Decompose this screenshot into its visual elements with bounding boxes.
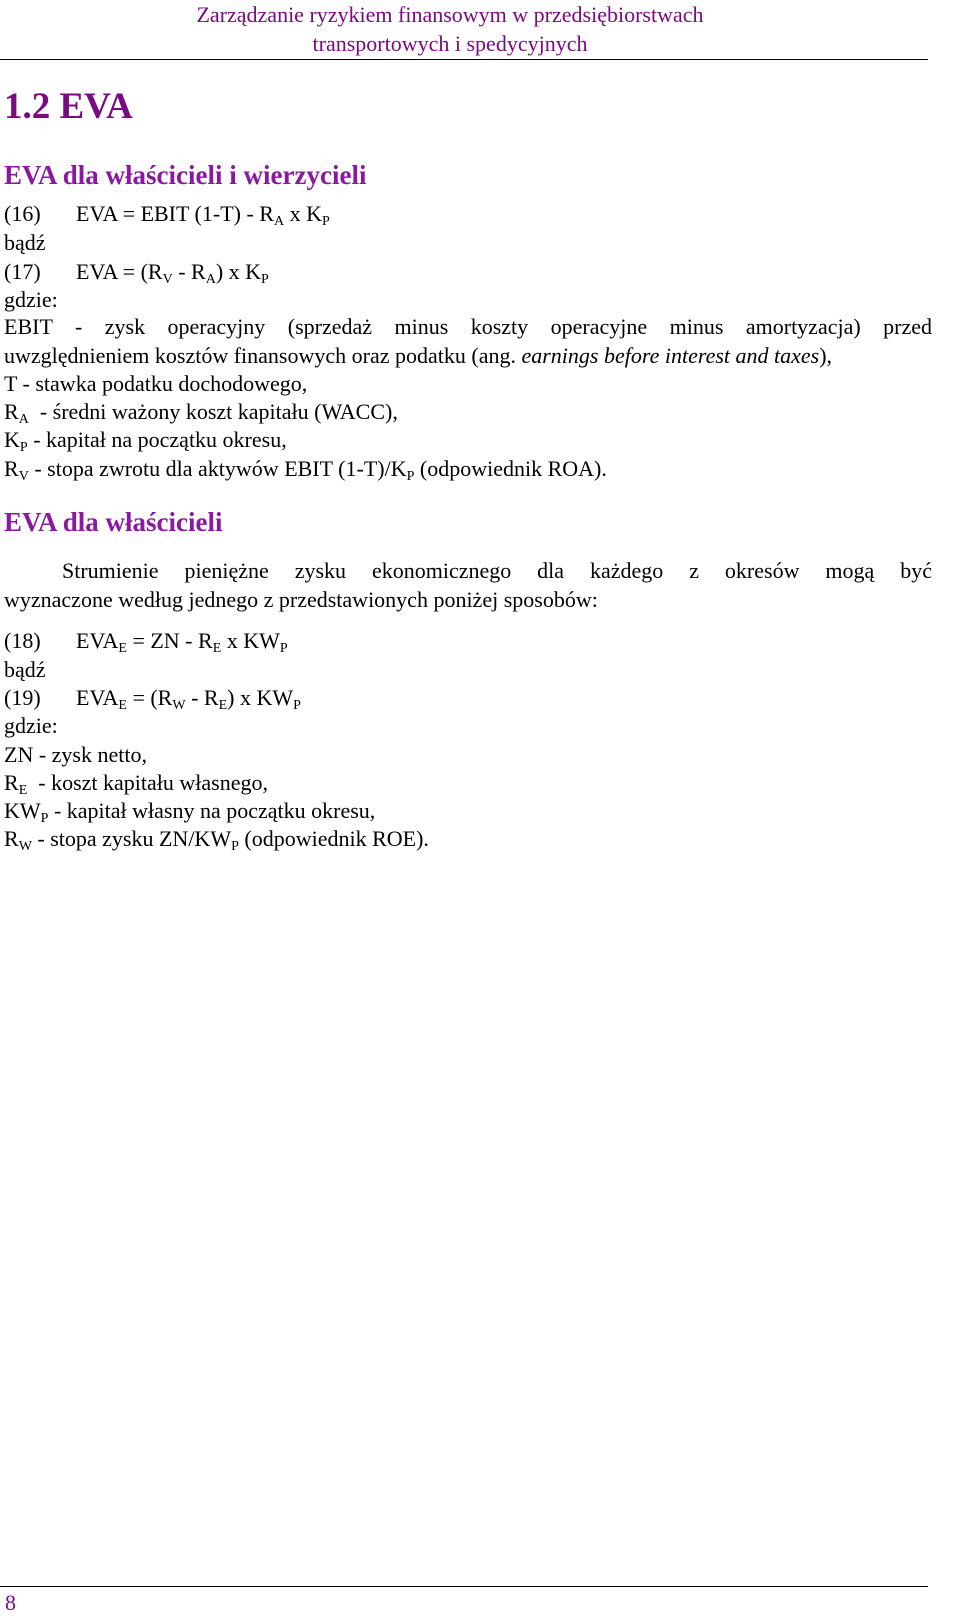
or-connector: bądź <box>4 230 46 255</box>
running-header-line-1: Zarządzanie ryzykiem finansowym w przedsiębiorstwach <box>196 2 704 27</box>
owners-paragraph-row-1: Strumienie pieniężne zysku ekonomicznego dla każdego z okresów mogą być <box>62 558 932 583</box>
ebit-definition <box>4 313 932 370</box>
kp-definition: $K_P$ - kapitał na początku okresu, <box>4 427 287 455</box>
or-connector: bądź <box>4 657 46 682</box>
formula-number: (18) <box>4 628 41 653</box>
section-heading-owners-creditors: EVA dla właścicieli i wierzycieli <box>4 160 367 190</box>
ebit-definition-row-1: EBIT - zysk operacyjny (sprzedaż minus koszty operacyjne minus amortyzacja) przed <box>4 314 932 339</box>
formula-16: (16) EVA = EBIT $(1-T) - R_A$ x $K_P$ <box>4 201 330 229</box>
header-rule <box>0 59 928 60</box>
where-label: gdzie: <box>4 287 58 312</box>
kwp-definition: $KW_P$ - kapitał własny na początku okresu, <box>4 798 376 826</box>
page-number: 8 <box>5 1590 16 1615</box>
running-header <box>0 0 900 58</box>
ebit-definition-row-2: uwzględnieniem kosztów finansowych oraz podatku (ang. earnings before interest and taxes), <box>4 342 833 368</box>
chapter-heading: 1.2 EVA <box>4 86 133 127</box>
where-label: gdzie: <box>4 713 58 738</box>
formula-number: (16) <box>4 201 41 226</box>
formula-19: (19) $EVA_E = (R_W - R_E)$ x $KW_P$ <box>4 685 301 713</box>
rv-definition: $R_V$ - stopa zwrotu dla aktywów EBIT $(1-T)/K_P$ (odpowiednik ROA). <box>4 456 607 484</box>
running-header-line-2: transportowych i spedycyjnych <box>312 31 588 56</box>
owners-paragraph-row-2: wyznaczone według jednego z przedstawionych poniżej sposobów: <box>4 586 598 612</box>
re-definition: $R_E$ - koszt kapitału własnego, <box>4 770 268 798</box>
owners-paragraph <box>4 557 932 614</box>
formula-number: (19) <box>4 685 41 710</box>
rw-definition: $R_W$ - stopa zysku $ZN/KW_P$ (odpowiednik ROE). <box>4 826 429 854</box>
t-definition: T - stawka podatku dochodowego, <box>4 371 308 396</box>
formula-18: (18) $EVA_E$ = ZN - $R_E$ x $KW_P$ <box>4 628 288 656</box>
formula-17: (17) EVA = $(R_V - R_A)$ x $K_P$ <box>4 259 269 287</box>
section-heading-owners: EVA dla właścicieli <box>4 507 223 537</box>
formula-number: (17) <box>4 259 41 284</box>
zn-definition: ZN - zysk netto, <box>4 742 147 767</box>
footer-rule <box>0 1586 928 1587</box>
ra-definition: $R_A$ - średni ważony koszt kapitału (WACC), <box>4 399 398 427</box>
